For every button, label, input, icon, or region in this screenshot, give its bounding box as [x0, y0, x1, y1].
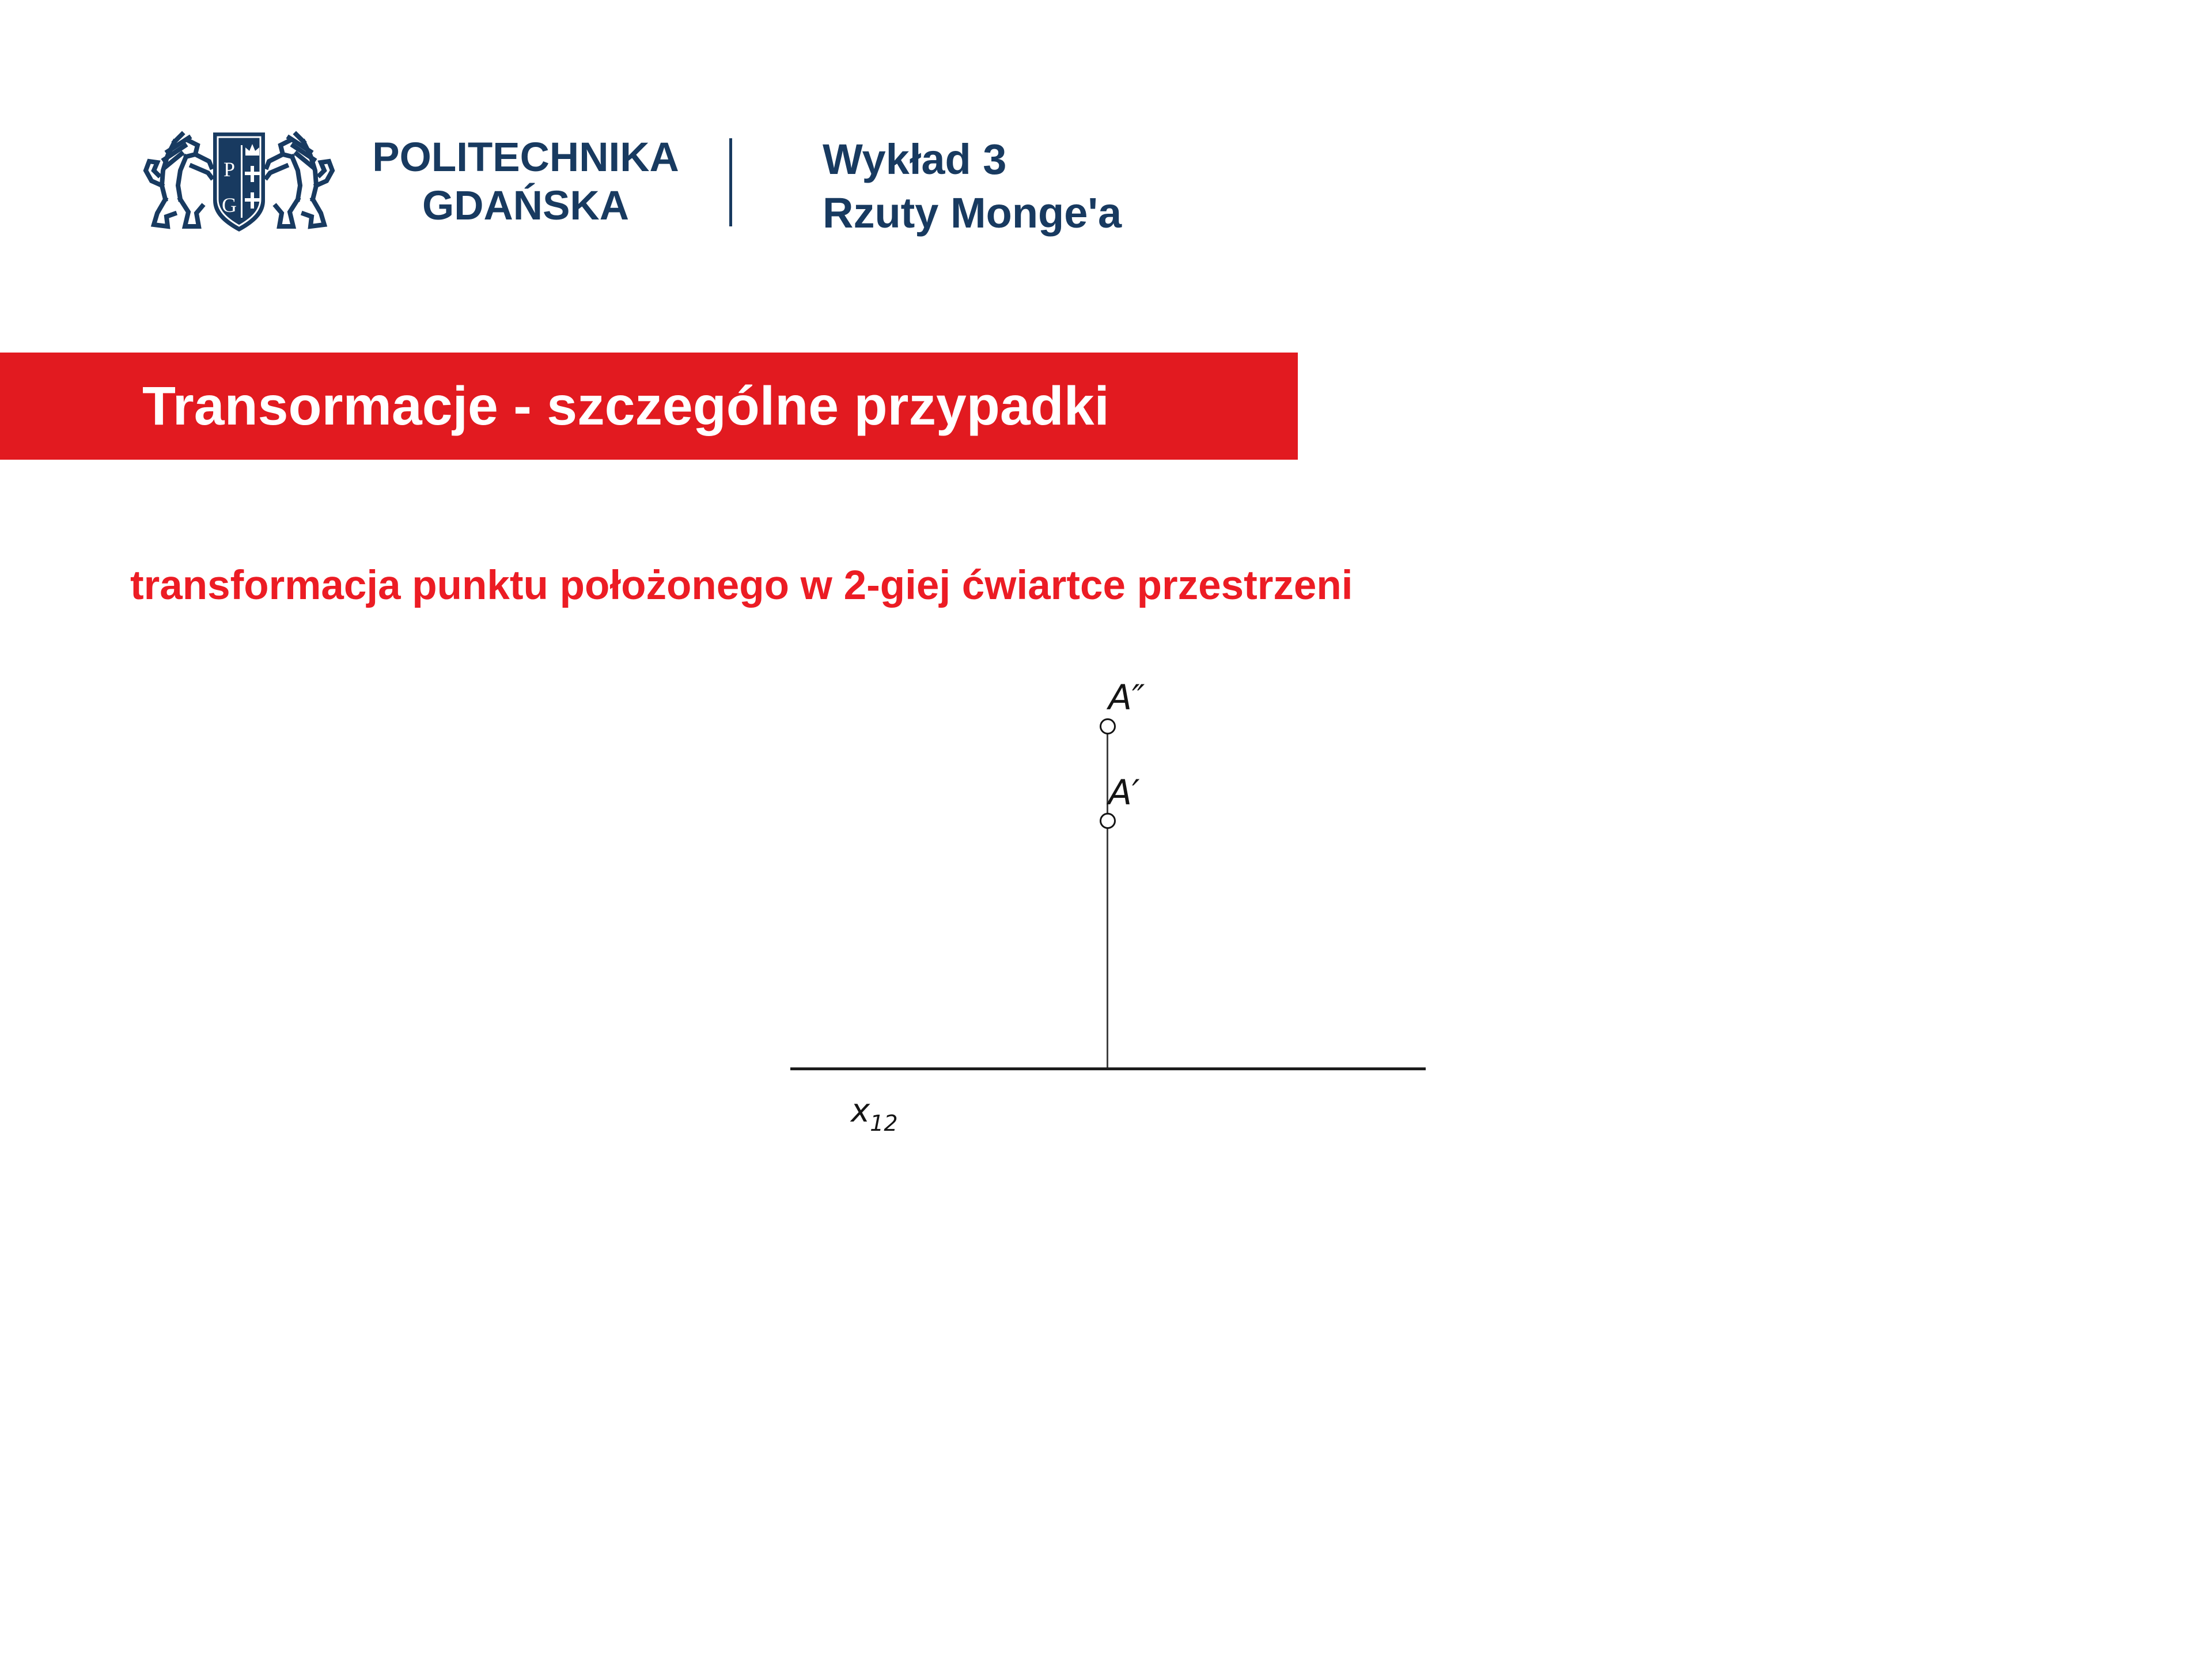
university-wordmark-line2: GDAŃSKA — [422, 183, 629, 229]
pg-shield-icon — [213, 132, 265, 232]
lecture-header — [823, 132, 1122, 240]
axis-line-x12 — [790, 1067, 1426, 1070]
point-a-first-projection-label: A′ — [1108, 772, 1140, 813]
shield-letter-g: G — [222, 194, 237, 217]
shield-divider-line — [241, 145, 243, 218]
axis-label-subscript: 12 — [870, 1111, 898, 1136]
axis-label-base: x — [851, 1092, 870, 1130]
right-lion-icon — [267, 134, 332, 226]
point-a-second-projection-marker — [1100, 718, 1116, 734]
point-a-second-projection-label: A″ — [1108, 677, 1145, 718]
lecture-topic: Rzuty Monge'a — [823, 189, 1122, 237]
pg-logo-emblem — [124, 115, 354, 253]
axis-label-x12 — [851, 1092, 898, 1136]
title-banner — [0, 353, 1298, 460]
left-lion-icon — [146, 134, 211, 226]
point-a-first-projection-marker — [1100, 813, 1116, 829]
header-divider — [729, 138, 732, 226]
university-wordmark — [369, 134, 683, 230]
university-wordmark-line1: POLITECHNIKA — [372, 135, 679, 180]
slide-title: Transormacje - szczególne przypadki — [142, 376, 1109, 437]
shield-letter-p: P — [223, 158, 236, 181]
lecture-number: Wykład 3 — [823, 135, 1007, 183]
slide-subtitle: transformacja punktu położonego w 2-giej ćwiartce przestrzeni — [130, 563, 1353, 608]
